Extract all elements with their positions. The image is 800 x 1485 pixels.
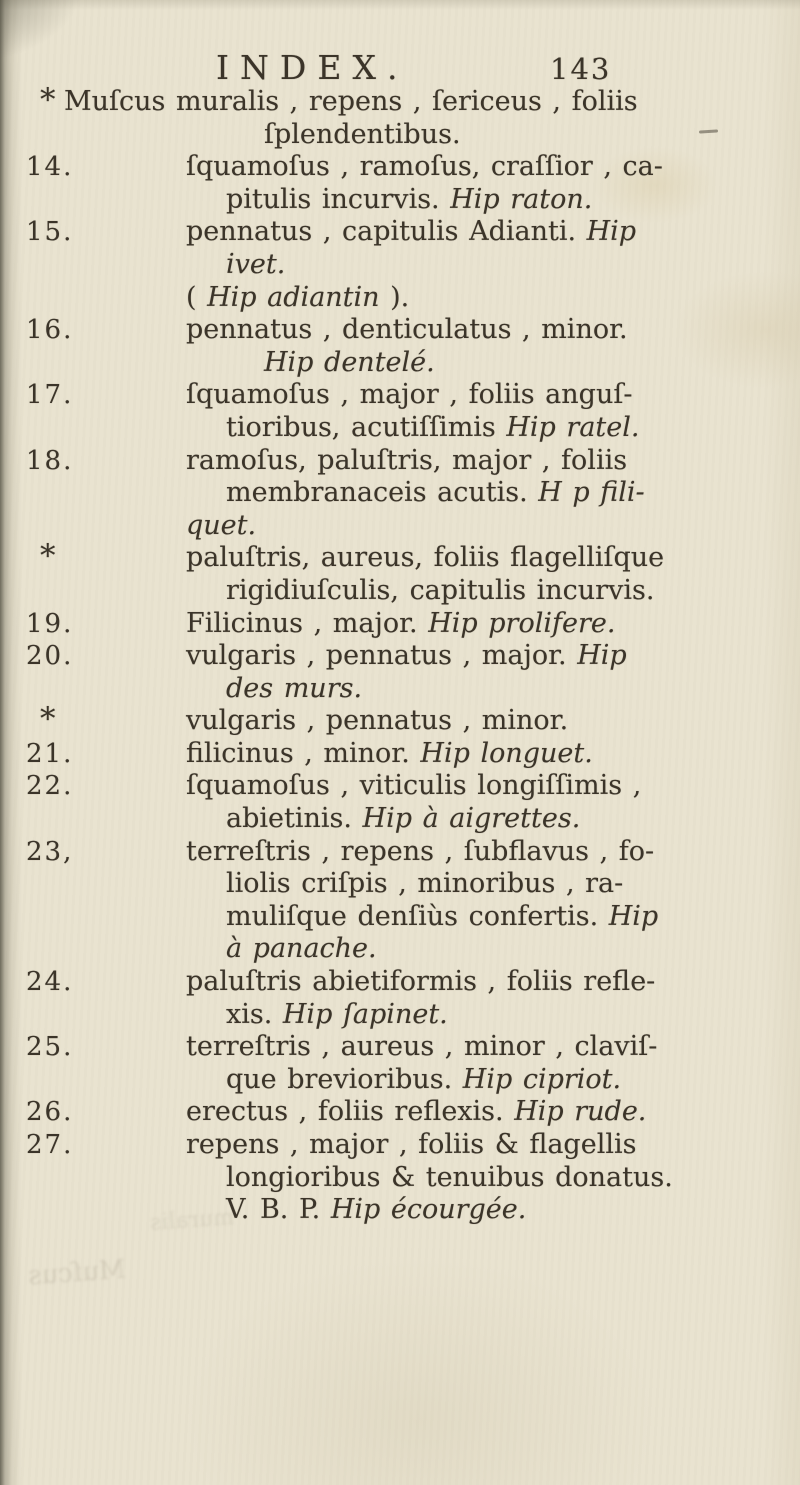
- entry-text: [226, 1194, 526, 1227]
- species-name-italic: Hip raton.: [450, 183, 593, 215]
- species-name-italic: Hip longuet.: [420, 737, 593, 769]
- entry-text-segment: liolis criſpis , minoribus , ra-: [226, 868, 624, 900]
- entry-text-segment: repens , major , foliis & flagellis: [186, 1129, 637, 1160]
- entry-text: [226, 999, 448, 1032]
- entry-text-segment: V. B. P.: [226, 1194, 331, 1226]
- entry-text: [186, 770, 641, 803]
- species-name-italic: Hip rude.: [514, 1096, 647, 1128]
- entry-text-segment: Filicinus , major.: [186, 607, 429, 639]
- page-number: 143: [550, 52, 612, 86]
- entry-text-segment: ramoſus, paluſtris, major , foliis: [186, 444, 628, 476]
- entry-text-segment: filicinus , minor.: [186, 737, 421, 769]
- index-line: [0, 1064, 800, 1097]
- entry-number: 22.: [26, 771, 74, 802]
- entry-number: 25.: [26, 1032, 74, 1063]
- entry-text: [186, 542, 664, 575]
- index-line: [0, 608, 800, 641]
- species-name-italic: à panache.: [226, 933, 377, 965]
- index-line: [0, 933, 800, 966]
- species-name-italic: Hip cipriot.: [462, 1063, 622, 1095]
- entry-text-segment: ſplendentibus.: [264, 118, 461, 150]
- index-line: [0, 575, 800, 608]
- entry-text: [226, 477, 645, 510]
- entry-text-segment: erectus , foliis reflexis.: [186, 1096, 515, 1128]
- entry-text-segment: que brevioribus.: [226, 1063, 463, 1095]
- entry-text-segment: pitulis incurvis.: [226, 183, 451, 215]
- index-line: [0, 1096, 800, 1129]
- index-line: [0, 966, 800, 999]
- index-line: [0, 314, 800, 347]
- entry-number: 19.: [26, 608, 74, 639]
- index-line: [0, 701, 800, 738]
- entry-text-segment: paluſtris, aureus, foliis flagelliſque: [186, 542, 665, 574]
- index-line: [0, 673, 800, 706]
- entry-text: [186, 379, 632, 412]
- entry-number: 17.: [26, 380, 74, 411]
- show-through-text: Muſcus: [27, 1254, 127, 1292]
- entry-text: [226, 1162, 673, 1195]
- index-line: [0, 445, 800, 478]
- entry-number: 14.: [26, 152, 74, 183]
- index-line: [0, 119, 800, 152]
- page-title: INDEX.: [216, 48, 409, 87]
- species-name-italic: H p fili-: [538, 477, 645, 509]
- entry-text-segment: rigidiuſculis, capitulis incurvis.: [226, 574, 655, 606]
- entry-text-segment: (: [186, 281, 208, 313]
- entry-number: 21.: [26, 738, 74, 769]
- entry-text-segment: vulgaris , pennatus , minor.: [186, 705, 569, 737]
- entry-text: [226, 412, 639, 445]
- entry-text: [186, 1129, 636, 1162]
- entry-text: [186, 151, 663, 184]
- index-line: [0, 477, 800, 510]
- entry-text: [186, 640, 627, 673]
- species-name-italic: Hip prolifere.: [428, 607, 616, 639]
- index-line: [0, 770, 800, 803]
- species-name-italic: Hip adiantin: [207, 281, 380, 313]
- index-line: [0, 1031, 800, 1064]
- index-line: [0, 901, 800, 934]
- species-name-italic: Hip: [577, 640, 627, 672]
- entry-text: [186, 216, 636, 249]
- entry-text-segment: tioribus, acutiſſimis: [226, 411, 507, 443]
- entry-text-segment: pennatus , capitulis Adianti.: [186, 216, 587, 248]
- species-name-italic: quet.: [186, 509, 257, 541]
- species-name-italic: Hip ratel.: [506, 411, 640, 443]
- index-line: [0, 216, 800, 249]
- entry-text: [226, 803, 580, 836]
- entry-text-segment: muliſque denſiùs confertis.: [226, 900, 609, 932]
- index-line: [0, 151, 800, 184]
- entry-text-segment: Muſcus muralis , repens , ſericeus , foliis: [64, 86, 638, 117]
- index-line: [0, 282, 800, 315]
- index-line: [0, 184, 800, 217]
- index-line: [0, 640, 800, 673]
- species-name-italic: Hip ſapinet.: [282, 998, 448, 1030]
- index-line: [0, 347, 800, 380]
- entry-text-segment: terreſtris , aureus , minor , claviſ-: [186, 1031, 658, 1063]
- entry-text: [264, 347, 435, 380]
- entry-text: [186, 705, 568, 738]
- entry-text-segment: xis.: [226, 998, 283, 1030]
- entry-text-segment: paluſtris abietiformis , foliis refle-: [186, 966, 656, 998]
- show-through-text: muralis: [149, 1205, 235, 1236]
- entry-number: 24.: [26, 967, 74, 998]
- entry-text: [186, 445, 627, 478]
- entry-text-segment: ).: [379, 281, 410, 313]
- entry-text: [186, 314, 628, 347]
- entry-text: [186, 738, 593, 771]
- entry-text-segment: ſquamoſus , major , foliis anguſ-: [186, 379, 633, 411]
- index-line: [0, 868, 800, 901]
- entry-number: 18.: [26, 445, 74, 476]
- entry-number: 27.: [26, 1130, 74, 1160]
- species-name-italic: ivet.: [226, 248, 286, 280]
- species-name-italic: Hip: [586, 216, 637, 248]
- species-name-italic: Hip: [608, 900, 659, 932]
- index-line: [0, 836, 800, 869]
- species-name-italic: des murs.: [226, 672, 363, 704]
- index-line: [0, 999, 800, 1032]
- entry-text-segment: ſquamoſus , ramoſus, craſſior , ca-: [186, 151, 663, 183]
- entry-text: [264, 119, 461, 152]
- entry-text-segment: ſquamoſus , viticulis longiſſimis ,: [186, 770, 642, 802]
- entry-text-segment: longioribus & tenuibus donatus.: [226, 1161, 673, 1193]
- entry-text: [186, 1096, 646, 1129]
- index-line: [0, 249, 800, 282]
- entry-text: [226, 184, 592, 217]
- entry-number: 26.: [26, 1097, 74, 1128]
- entry-number: 20.: [26, 641, 74, 672]
- index-line: [0, 738, 800, 771]
- index-line: [0, 510, 800, 543]
- entry-text: [226, 868, 623, 901]
- entry-text: [226, 575, 654, 608]
- entry-text: [226, 1064, 621, 1097]
- entry-asterisk: *: [40, 538, 58, 575]
- entry-text-segment: pennatus , denticulatus , minor.: [186, 314, 628, 346]
- entry-number: 23,: [26, 836, 74, 867]
- entry-text-segment: vulgaris , pennatus , major.: [186, 640, 578, 672]
- entry-text: [226, 673, 362, 706]
- entry-text-segment: terreſtris , repens , ſubflavus , fo-: [186, 835, 655, 867]
- entry-text: [64, 86, 638, 119]
- entry-text: [186, 836, 654, 869]
- entry-asterisk: *: [40, 82, 58, 118]
- entry-text: [186, 966, 655, 999]
- entry-text: [186, 510, 256, 543]
- species-name-italic: Hip dentelé.: [264, 346, 435, 378]
- entry-text-segment: membranaceis acutis.: [226, 477, 539, 509]
- index-line: [0, 803, 800, 836]
- species-name-italic: Hip à aigrettes.: [362, 803, 581, 835]
- species-name-italic: Hip écourgée.: [330, 1194, 527, 1226]
- index-line: [0, 379, 800, 412]
- entry-text: [186, 282, 409, 315]
- index-line: [0, 82, 800, 119]
- entry-asterisk: *: [40, 701, 58, 738]
- entry-text: [226, 933, 377, 966]
- entry-text: [226, 901, 658, 934]
- entry-text-segment: abietinis.: [226, 803, 363, 835]
- entry-text: [186, 608, 615, 641]
- index-line: [0, 1162, 800, 1195]
- index-lines: [0, 82, 800, 1227]
- entry-text: [226, 249, 285, 282]
- entry-number: 16.: [26, 315, 74, 346]
- entry-text: [186, 1031, 657, 1064]
- index-line: [0, 1129, 800, 1162]
- index-line: [0, 412, 800, 445]
- index-line: [0, 538, 800, 575]
- index-line: [0, 1194, 800, 1227]
- entry-number: 15.: [26, 217, 74, 248]
